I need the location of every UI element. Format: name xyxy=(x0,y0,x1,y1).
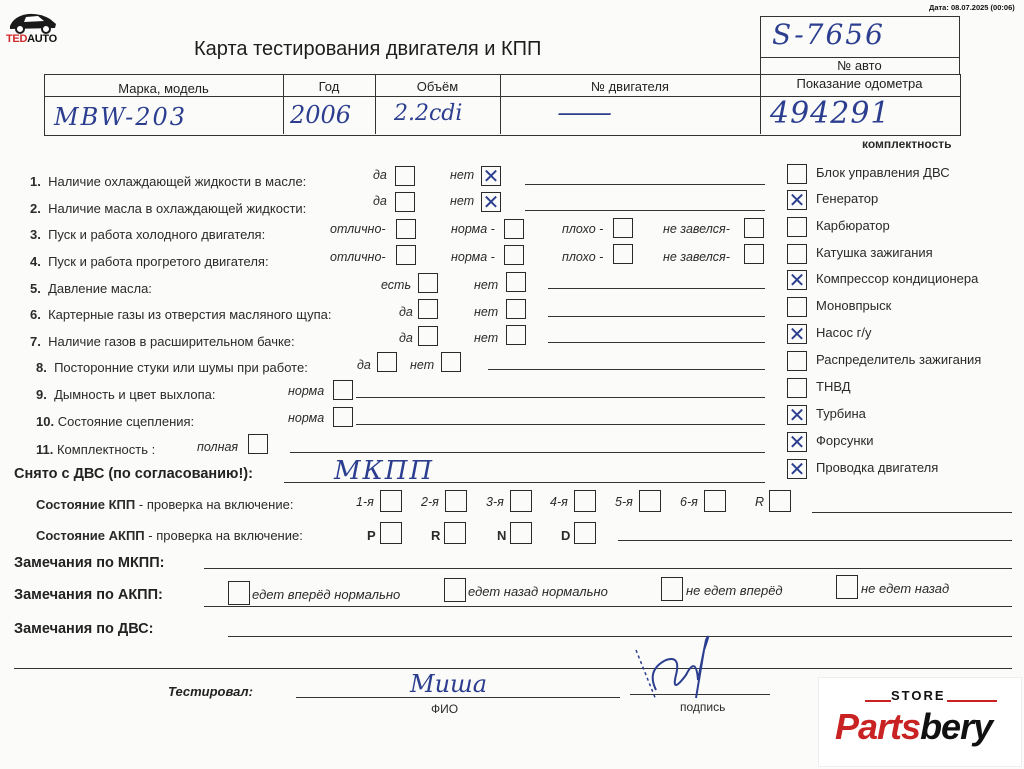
item-4-no-start-label: не завелся- xyxy=(663,250,730,264)
item-4-normal-label: норма - xyxy=(451,250,495,264)
tedauto-logo-text: TEDAUTO xyxy=(6,33,57,45)
item-1-no-label: нет xyxy=(450,168,475,182)
tedauto-logo xyxy=(0,0,64,52)
component-label-3: Карбюратор xyxy=(816,218,890,233)
akpp-gear-label-3: N xyxy=(497,528,507,543)
item-8-no-label: нет xyxy=(410,358,435,372)
item-7-yes-checkbox[interactable] xyxy=(418,326,438,346)
component-check-mark-5: ✕ xyxy=(788,268,806,292)
kpp-gear-checkbox-7[interactable] xyxy=(769,490,791,512)
item-2-no-check-mark: ✕ xyxy=(482,190,500,214)
odometer-header: Показание одометра xyxy=(796,76,923,91)
akpp-no-backward-checkbox[interactable] xyxy=(836,575,858,599)
akpp-no-backward-label: не едет назад xyxy=(861,581,950,596)
item-4: 4. Пуск и работа прогретого двигателя: xyxy=(30,254,269,269)
component-checkbox-3[interactable] xyxy=(787,217,807,237)
component-label-1: Блок управления ДВС xyxy=(816,165,950,180)
item-11-full-checkbox[interactable] xyxy=(248,434,268,454)
item-11-full-label: полная xyxy=(197,440,239,454)
item-6-yes-checkbox[interactable] xyxy=(418,299,438,319)
component-label-7: Насос г/у xyxy=(816,325,872,340)
partsbery-text: Partsbery xyxy=(835,706,993,747)
item-6-no-label: нет xyxy=(474,305,499,319)
item-6-yes-label: да xyxy=(399,305,413,319)
kpp-gear-checkbox-5[interactable] xyxy=(639,490,661,512)
component-check-mark-11: ✕ xyxy=(788,430,806,454)
item-8-yes-checkbox[interactable] xyxy=(377,352,397,372)
signature-image xyxy=(626,620,736,710)
component-label-4: Катушка зажигания xyxy=(816,245,933,260)
fio-label: ФИО xyxy=(431,702,459,716)
tester-name-value: Миша xyxy=(410,670,488,698)
partsbery-store-text: STORE xyxy=(891,688,946,703)
akpp-gear-label-1: P xyxy=(367,528,376,543)
kpp-gear-label-1: 1-я xyxy=(356,495,374,509)
kpp-gear-checkbox-1[interactable] xyxy=(380,490,402,512)
remarks-mkpp-label: Замечания по МКПП: xyxy=(14,555,165,571)
item-9-normal-label: норма xyxy=(288,384,325,398)
item-3-bad-label: плохо - xyxy=(562,222,604,236)
model-header: Марка, модель xyxy=(118,81,209,96)
component-label-12: Проводка двигателя xyxy=(816,460,939,475)
item-8-no-checkbox[interactable] xyxy=(441,352,461,372)
component-checkbox-6[interactable] xyxy=(787,297,807,317)
item-9-normal-checkbox[interactable] xyxy=(333,380,353,400)
akpp-gear-checkbox-2[interactable] xyxy=(444,522,466,544)
component-checkbox-4[interactable] xyxy=(787,244,807,264)
component-label-11: Форсунки xyxy=(816,433,874,448)
year-value: 2006 xyxy=(290,101,352,129)
item-4-excellent-label: отлично- xyxy=(330,250,386,264)
akpp-gear-label-4: D xyxy=(561,528,571,543)
akpp-row: Состояние АКПП - проверка на включение: xyxy=(36,528,303,543)
item-4-normal-checkbox[interactable] xyxy=(504,245,524,265)
item-7-no-checkbox[interactable] xyxy=(506,325,526,345)
odometer-value: 494291 xyxy=(770,96,891,131)
akpp-backward-ok-label: едет назад нормально xyxy=(468,584,608,599)
item-2-yes-label: да xyxy=(373,194,387,208)
item-7-yes-label: да xyxy=(399,331,413,345)
item-4-no-start-checkbox[interactable] xyxy=(744,244,764,264)
component-label-9: ТНВД xyxy=(816,379,851,394)
kpp-gear-checkbox-4[interactable] xyxy=(574,490,596,512)
akpp-gear-checkbox-3[interactable] xyxy=(510,522,532,544)
components-header: комплектность xyxy=(862,137,952,151)
volume-value: 2.2cdi xyxy=(394,101,463,126)
item-3-normal-label: норма - xyxy=(451,222,495,236)
item-9: 9. Дымность и цвет выхлопа: xyxy=(36,387,216,402)
item-3-normal-checkbox[interactable] xyxy=(504,219,524,239)
kpp-gear-label-6: 6-я xyxy=(680,495,698,509)
item-3-excellent-label: отлично- xyxy=(330,222,386,236)
kpp-gear-checkbox-6[interactable] xyxy=(704,490,726,512)
kpp-gear-label-7: R xyxy=(755,495,765,509)
item-1-no-check-mark: ✕ xyxy=(482,164,500,188)
item-5-no-checkbox[interactable] xyxy=(506,272,526,292)
engine-number-value: — xyxy=(556,98,614,128)
partsbery-logo xyxy=(818,677,1022,767)
item-5-no-label: нет xyxy=(474,278,499,292)
year-header: Год xyxy=(318,79,340,94)
item-1-yes-label: да xyxy=(373,168,387,182)
kpp-gear-label-3: 3-я xyxy=(486,495,504,509)
removed-value: МКПП xyxy=(334,456,435,486)
remarks-dvs-label: Замечания по ДВС: xyxy=(14,621,154,637)
component-check-mark-7: ✕ xyxy=(788,322,806,346)
component-check-mark-2: ✕ xyxy=(788,188,806,212)
date-stamp: Дата: 08.07.2025 (00:06) xyxy=(929,3,1015,12)
volume-header: Объём xyxy=(416,79,459,94)
car-number-label: № авто xyxy=(837,58,882,73)
akpp-gear-label-2: R xyxy=(431,528,441,543)
component-label-5: Компрессор кондиционера xyxy=(816,271,979,286)
component-checkbox-9[interactable] xyxy=(787,378,807,398)
item-7-no-label: нет xyxy=(474,331,499,345)
item-11: 11. Комплектность : xyxy=(36,442,156,457)
akpp-backward-ok-checkbox[interactable] xyxy=(444,578,466,602)
item-6-no-checkbox[interactable] xyxy=(506,299,526,319)
component-checkbox-8[interactable] xyxy=(787,351,807,371)
akpp-forward-ok-checkbox[interactable] xyxy=(228,581,250,605)
item-10-normal-label: норма xyxy=(288,411,325,425)
akpp-no-forward-label: не едет вперёд xyxy=(686,583,783,598)
item-1: 1. Наличие охлаждающей жидкости в масле: xyxy=(30,174,307,189)
kpp-gear-label-5: 5-я xyxy=(615,495,633,509)
item-3: 3. Пуск и работа холодного двигателя: xyxy=(30,227,266,242)
removed-label: Снято с ДВС (по согласованию!): xyxy=(14,466,253,482)
item-7: 7. Наличие газов в расширительном бачке: xyxy=(30,334,295,349)
model-value: MBW-203 xyxy=(54,103,188,131)
item-8: 8. Посторонние стуки или шумы при работе: xyxy=(36,360,308,375)
component-label-2: Генератор xyxy=(816,191,879,206)
page-title: Карта тестирования двигателя и КПП xyxy=(194,38,542,60)
kpp-row: Состояние КПП - проверка на включение: xyxy=(36,497,294,512)
item-4-bad-label: плохо - xyxy=(562,250,604,264)
item-3-excellent-checkbox[interactable] xyxy=(396,219,416,239)
kpp-gear-label-2: 2-я xyxy=(421,495,439,509)
item-2-yes-checkbox[interactable] xyxy=(395,192,415,212)
remarks-akpp-label: Замечания по АКПП: xyxy=(14,587,163,603)
item-5: 5. Давление масла: xyxy=(30,281,152,296)
item-8-yes-label: да xyxy=(357,358,371,372)
item-5-yes-label: есть xyxy=(381,278,412,292)
item-3-bad-checkbox[interactable] xyxy=(613,218,633,238)
component-check-mark-12: ✕ xyxy=(788,457,806,481)
akpp-forward-ok-label: едет вперёд нормально xyxy=(252,587,401,602)
item-4-excellent-checkbox[interactable] xyxy=(396,245,416,265)
component-check-mark-10: ✕ xyxy=(788,403,806,427)
component-label-6: Моновпрыск xyxy=(816,298,892,313)
item-4-bad-checkbox[interactable] xyxy=(613,244,633,264)
item-3-no-start-checkbox[interactable] xyxy=(744,218,764,238)
engine-number-header: № двигателя xyxy=(591,79,669,94)
tested-by-label: Тестировал: xyxy=(168,684,253,699)
akpp-gear-checkbox-4[interactable] xyxy=(574,522,596,544)
item-10-normal-checkbox[interactable] xyxy=(333,407,353,427)
item-10: 10. Состояние сцепления: xyxy=(36,414,195,429)
item-1-yes-checkbox[interactable] xyxy=(395,166,415,186)
item-2-no-label: нет xyxy=(450,194,475,208)
akpp-gear-checkbox-1[interactable] xyxy=(380,522,402,544)
kpp-gear-checkbox-2[interactable] xyxy=(445,490,467,512)
item-2: 2. Наличие масла в охлаждающей жидкости: xyxy=(30,201,307,216)
kpp-gear-label-4: 4-я xyxy=(550,495,568,509)
component-checkbox-1[interactable] xyxy=(787,164,807,184)
item-3-no-start-label: не завелся- xyxy=(663,222,730,236)
component-label-10: Турбина xyxy=(816,406,866,421)
item-5-yes-checkbox[interactable] xyxy=(418,273,438,293)
signature-label: подпись xyxy=(680,700,726,714)
kpp-gear-checkbox-3[interactable] xyxy=(510,490,532,512)
item-6: 6. Картерные газы из отверстия масляного щупа: xyxy=(30,307,332,322)
car-number-value: S-7656 xyxy=(772,18,885,51)
akpp-no-forward-checkbox[interactable] xyxy=(661,577,683,601)
component-label-8: Распределитель зажигания xyxy=(816,352,982,367)
